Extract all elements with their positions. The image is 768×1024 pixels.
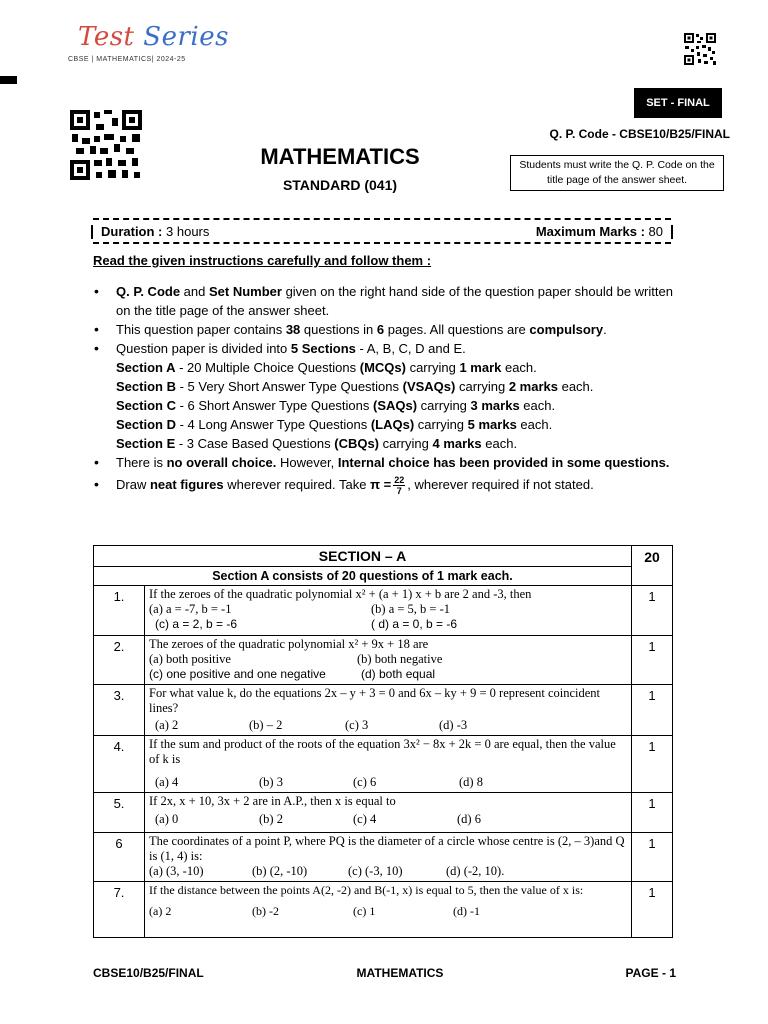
table-row (94, 793, 673, 833)
table-row (94, 586, 673, 636)
question-number: 5. (94, 793, 145, 833)
logo-word-1: Test (78, 22, 135, 52)
pi-fraction: $\frac{22}{7}$ (394, 475, 405, 497)
question-marks: 1 (632, 882, 673, 938)
section-subtitle: Section A consists of 20 questions of 1 mark each. (212, 569, 513, 583)
logo-title (78, 22, 229, 52)
qp-code-note: Students must write the Q. P. Code on the title page of the answer sheet. (510, 155, 724, 191)
question-marks: 1 (632, 736, 673, 793)
question-number: 2. (94, 636, 145, 685)
instructions-heading: Read the given instructions carefully and follow them : (93, 253, 432, 268)
question-table (93, 545, 673, 938)
table-row (94, 882, 673, 938)
section-title: SECTION – A (318, 548, 407, 564)
page-subtitle: STANDARD (041) (282, 177, 398, 193)
question-text: If the zeroes of the quadratic polynomial x² + (a + 1) x + b are 2 and -3, then (a) a = -7, b = -1 (b) a = 5, b = -1 (c) a = 2, b = -6 ( d) a = 0, b = -6 (145, 586, 632, 636)
table-row (94, 833, 673, 882)
instruction-item: • Draw neat figures wherever required. Take π = $\frac{22}{7}$ , wherever required if not stated. (116, 475, 683, 496)
section-desc: Section C - 6 Short Answer Type Questions (SAQs) carrying 3 marks each. (116, 398, 556, 413)
footer-page: PAGE - 1 (625, 966, 676, 980)
table-row (94, 636, 673, 685)
question-marks: 1 (632, 793, 673, 833)
question-text: For what value k, do the equations 2x – y + 3 = 0 and 6x – ky + 9 = 0 represent coincident lines? (a) 2 (b) – 2 (c) 3 (d) -3 (145, 685, 632, 736)
question-text: If the distance between the points A(2, -2) and B(-1, x) is equal to 5, then the value of x is: (a) 2 (b) -2 (c) 1 (d) -1 (145, 882, 632, 938)
set-label: SET - FINAL (634, 88, 722, 118)
instruction-item: • There is no overall choice. However, Internal choice has been provided in some questions. (116, 453, 683, 472)
question-marks: 1 (632, 586, 673, 636)
question-number: 7. (94, 882, 145, 938)
question-marks: 1 (632, 833, 673, 882)
footer-code: CBSE10/B25/FINAL (93, 966, 204, 980)
question-text: If 2x, x + 10, 3x + 2 are in A.P., then x is equal to (a) 0 (b) 2 (c) 4 (d) 6 (145, 793, 632, 833)
table-row (94, 736, 673, 793)
question-number: 1. (94, 586, 145, 636)
section-desc: Section A - 20 Multiple Choice Questions (MCQs) carrying 1 mark each. (116, 360, 537, 375)
question-number: 3. (94, 685, 145, 736)
page-title: MATHEMATICS (260, 144, 420, 169)
instruction-item: • Question paper is divided into 5 Sections - A, B, C, D and E. Section A - 20 Multiple Choice Questions (MCQs) carrying 1 mark each. Section B - 5 Very Short Answer Type Questions (VSAQs) carrying 2 marks each. Section C - 6 Short Answer Type Questions (SAQs) carrying 3 marks each. Section D - 4 Long Answer Type Questions (LAQs) carrying 5 marks each. Section E - 3 Case Based Questions (CBQs) carrying 4 marks each. (116, 339, 683, 453)
question-marks: 1 (632, 685, 673, 736)
duration: Duration : 3 hours (101, 224, 210, 239)
table-row (94, 685, 673, 736)
instruction-item: • This question paper contains 38 questions in 6 pages. All questions are compulsory. (116, 320, 683, 339)
instruction-item: • Q. P. Code and Set Number given on the right hand side of the question paper should be written on the title page of the answer sheet. (116, 282, 683, 320)
question-marks: 1 (632, 636, 673, 685)
question-text: The coordinates of a point P, where PQ is the diameter of a circle whose centre is (2, – 3)and Q is (1, 4) is: (a) (3, -10) (b) (2, -10) (c) (-3, 10) (d) (-2, 10). (145, 833, 632, 882)
qr-code-icon (70, 110, 142, 180)
footer-subject: MATHEMATICS (356, 966, 444, 980)
question-text: The zeroes of the quadratic polynomial x² + 9x + 18 are (a) both positive (b) both negative (c) one positive and one negative (d) both equal (145, 636, 632, 685)
question-number: 4. (94, 736, 145, 793)
section-desc: Section E - 3 Case Based Questions (CBQs) carrying 4 marks each. (116, 436, 518, 451)
section-desc: Section B - 5 Very Short Answer Type Questions (VSAQs) carrying 2 marks each. (116, 379, 594, 394)
question-number: 6 (94, 833, 145, 882)
instructions-list (93, 282, 683, 496)
section-marks: 20 (632, 546, 673, 586)
question-text: If the sum and product of the roots of the equation 3x² − 8x + 2k = 0 are equal, then the value of k is (a) 4 (b) 3 (c) 6 (d) 8 (145, 736, 632, 793)
registration-mark (0, 76, 17, 84)
logo-subtitle: CBSE | MATHEMATICS| 2024-25 (68, 56, 186, 63)
section-desc: Section D - 4 Long Answer Type Questions (LAQs) carrying 5 marks each. (116, 417, 553, 432)
logo-word-2: Series (143, 22, 229, 52)
qr-code-icon (683, 32, 717, 66)
qp-code: Q. P. Code - CBSE10/B25/FINAL (549, 127, 730, 141)
duration-box (93, 218, 671, 244)
maximum-marks: Maximum Marks : 80 (535, 224, 663, 239)
